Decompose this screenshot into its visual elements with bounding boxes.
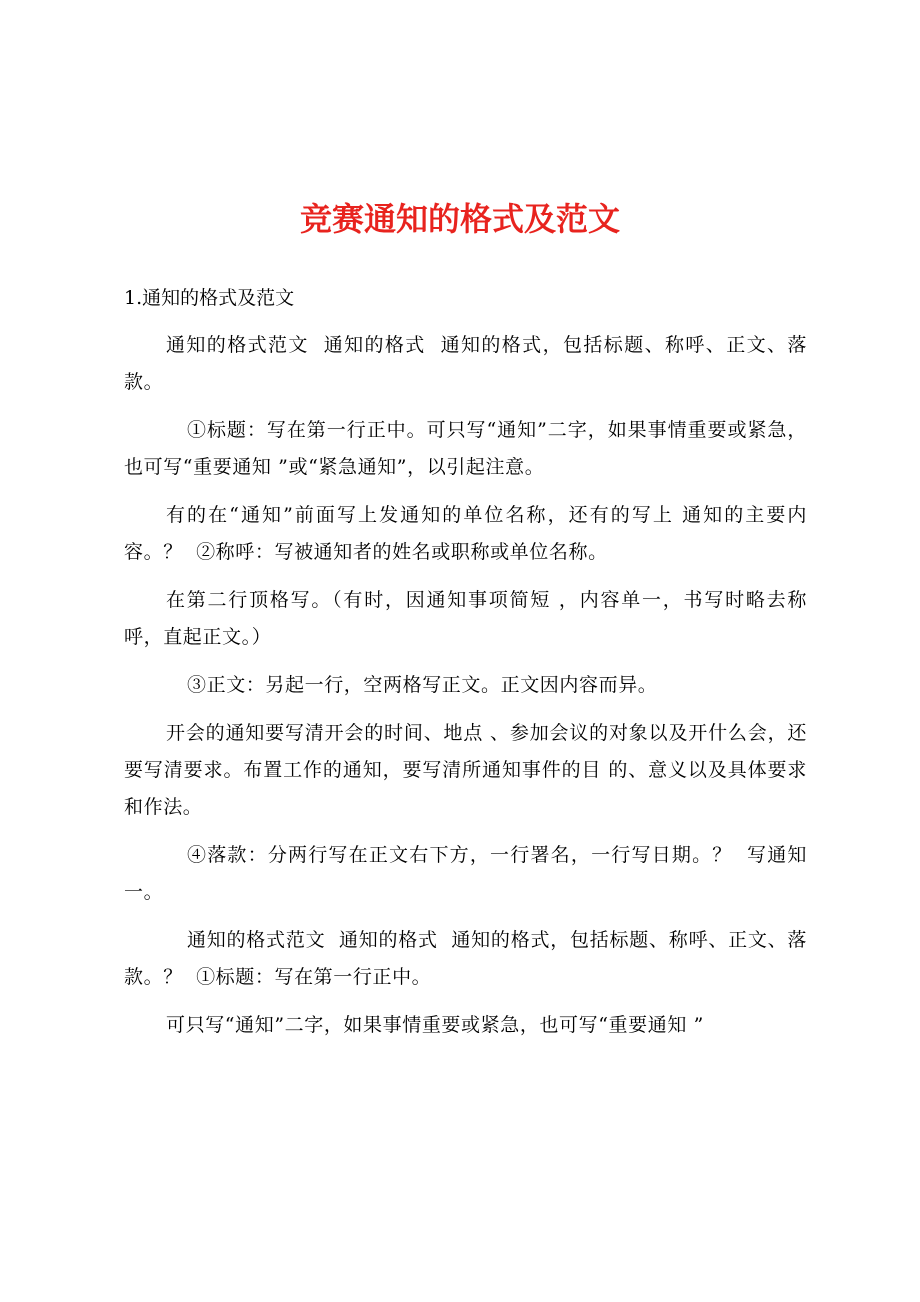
paragraph-unit-name: 有的在“通知”前面写上发通知的单位名称，还有的写上 通知的主要内容。？ ②称呼：写被通知者的姓名或职称或单位名称。 — [124, 504, 807, 563]
paragraph-body-rule: ③正文：另起一行，空两格写正文。正文因内容而异。 — [187, 674, 658, 696]
section-heading: 1.通知的格式及范文 — [124, 287, 295, 309]
paragraph-second-line: 在第二行顶格写。（有时，因通知事项简短 ，内容单一，书写时略去称呼，直起正文。） — [124, 589, 807, 648]
paragraph-meeting-notice: 开会的通知要写清开会的时间、地点 、参加会议的对象以及开什么会，还要写清要求。布置工作的通知，要写清所通知事件的目 的、意义以及具体要求和作法。 — [124, 722, 807, 818]
document-title: 竞赛通知的格式及范文 — [299, 200, 620, 238]
paragraph-format-overview: 通知的格式范文 通知的格式 通知的格式，包括标题、称呼、正文、落款。 — [124, 334, 807, 393]
paragraph-title-rule-repeat: 可只写“通知”二字，如果事情重要或紧急，也可写“重要通知 ” — [166, 1014, 704, 1036]
paragraph-title-rule: ①标题：写在第一行正中。可只写“通知”二字，如果事情重要或紧急，也可写“重要通知 ”或“紧急通知”，以引起注意。 — [124, 419, 807, 478]
paragraph-format-overview-repeat: 通知的格式范文 通知的格式 通知的格式，包括标题、称呼、正文、落款。？ ①标题：写在第一行正中。 — [124, 929, 807, 988]
document-body — [124, 327, 807, 1055]
paragraph-signature-rule: ④落款：分两行写在正文右下方，一行署名，一行写日期。？ 写通知一。 — [124, 844, 807, 903]
